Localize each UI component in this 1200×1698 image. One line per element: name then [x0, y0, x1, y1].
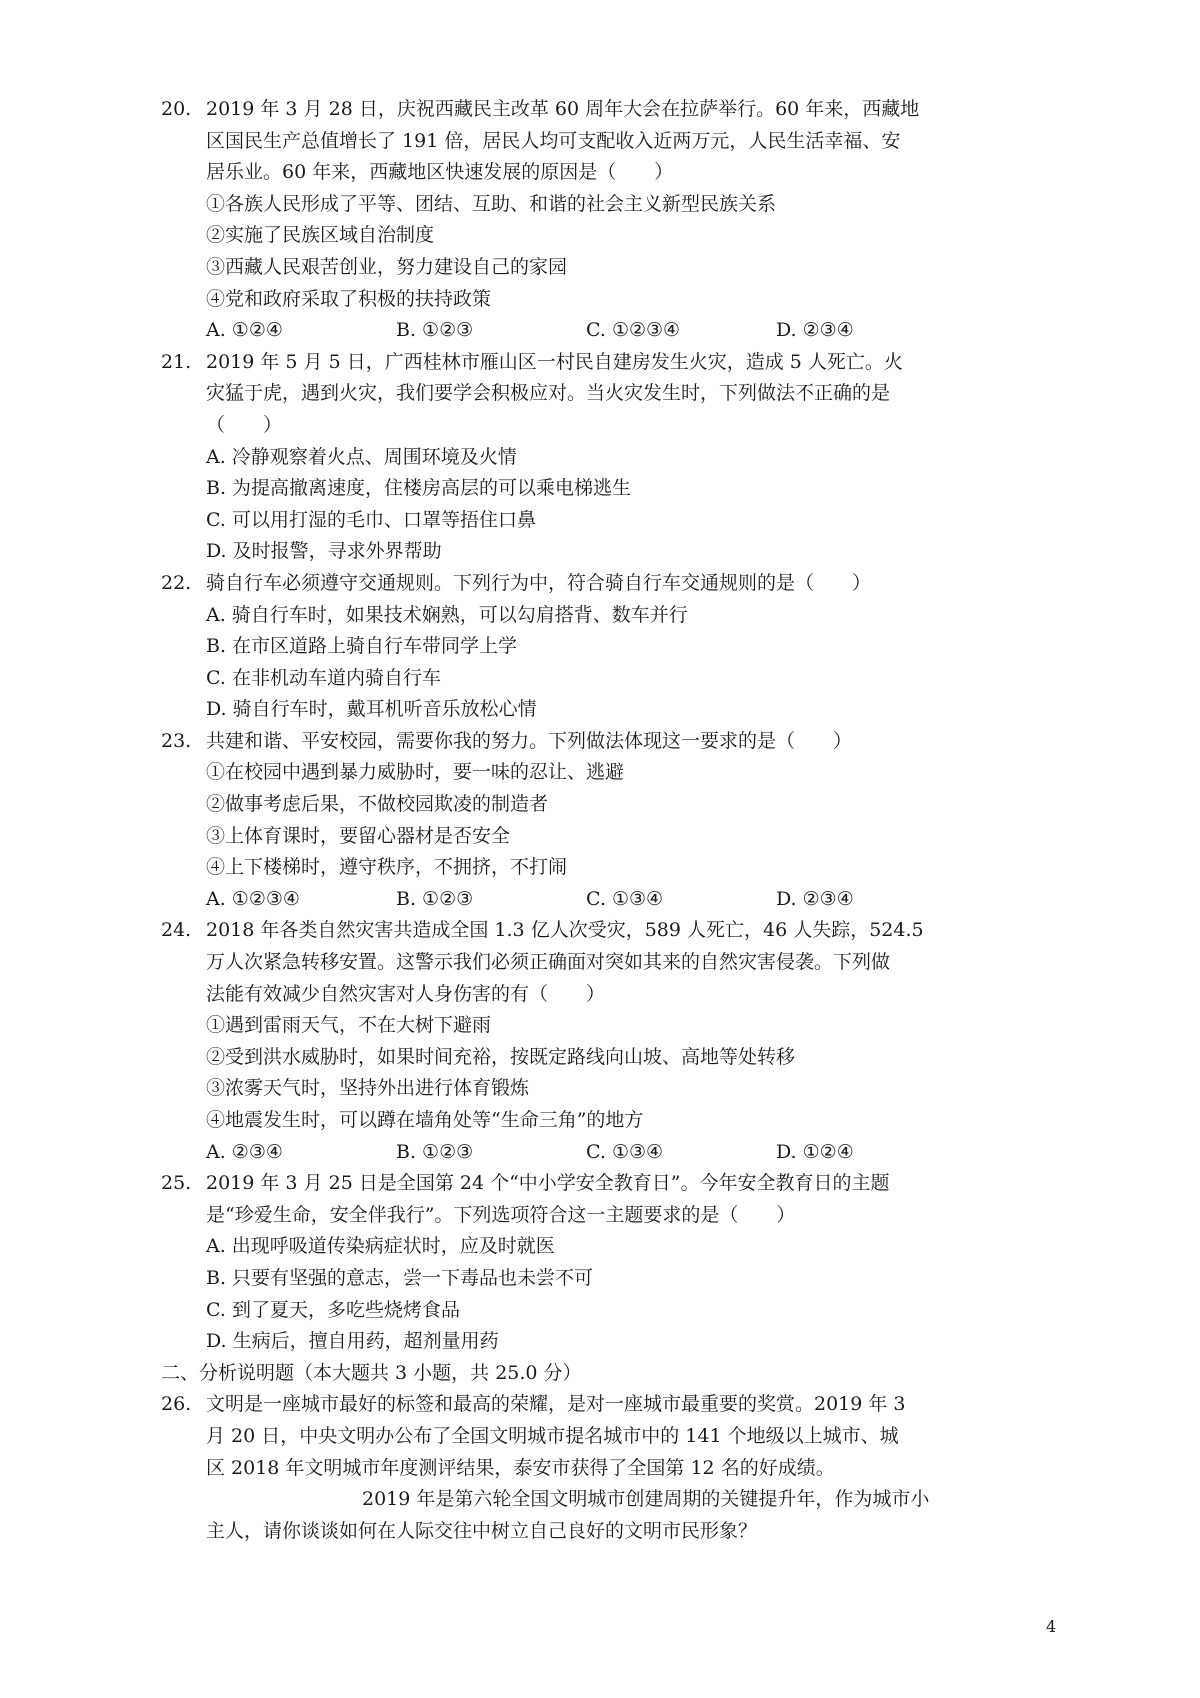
stem-text: 2019 年 3 月 25 日是全国第 24 个“中小学安全教育日”。今年安全教育日的主题 [206, 1172, 890, 1195]
option-c: C. ①②③④ [586, 319, 681, 342]
question-23 [161, 726, 1016, 916]
statement-item: ②受到洪水威胁时，如果时间充裕，按既定路线向山坡、高地等处转移 [206, 1045, 796, 1068]
option-d: D. ②③④ [776, 887, 854, 910]
option-b: B. ①②③ [396, 319, 474, 342]
stem-text: 文明是一座城市最好的标签和最高的荣耀，是对一座城市最重要的奖赏。2019 年 3 [206, 1393, 906, 1416]
option-c: C. ①③④ [586, 887, 664, 910]
option-a: A. ①②③④ [206, 887, 300, 910]
question-stem-line: 区国民生产总值增长了 191 倍，居民人均可支配收入近两万元，人民生活幸福、安 [206, 129, 901, 152]
question-stem-line [161, 568, 1016, 600]
question-number: 26. [161, 1393, 192, 1416]
statement-item: ①遇到雷雨天气，不在大树下避雨 [206, 1014, 492, 1037]
statement-item: ③西藏人民艰苦创业，努力建设自己的家园 [206, 255, 568, 278]
question-26 [161, 1389, 1016, 1547]
question-stem-line [161, 1389, 1016, 1421]
option-b: B. ①②③ [396, 887, 474, 910]
question-stem-line [161, 726, 1016, 758]
question-stem-line [161, 94, 1016, 126]
option-d: D. ①②④ [776, 1140, 854, 1163]
question-24 [161, 915, 1016, 1168]
question-number: 22. [161, 571, 192, 594]
answer-options [206, 315, 1016, 347]
stem-text: 共建和谐、平安校园，需要你我的努力。下列做法体现这一要求的是（ ） [206, 729, 853, 752]
question-number: 24. [161, 919, 192, 942]
question-stem-line: 区 2018 年文明城市年度测评结果，泰安市获得了全国第 12 名的好成绩。 [206, 1456, 835, 1479]
stem-text: 2019 年 3 月 28 日，庆祝西藏民主改革 60 周年大会在拉萨举行。60 年来，西藏地 [206, 98, 920, 120]
option-b: B. ①②③ [396, 1140, 474, 1163]
option-a: A. 冷静观察着火点、周围环境及火情 [206, 445, 517, 468]
question-25 [161, 1168, 1016, 1358]
statement-item: ④上下楼梯时，遵守秩序，不拥挤，不打闹 [206, 856, 568, 879]
question-stem-line [161, 347, 1016, 379]
stem-text: 2019 年 5 月 5 日，广西桂林市雁山区一村民自建房发生火灾，造成 5 人死亡。火 [206, 350, 903, 373]
question-stem-line: 是“珍爱生命，安全伴我行”。下列选项符合这一主题要求的是（ ） [206, 1203, 796, 1226]
question-number: 21. [161, 350, 192, 373]
question-prompt-line: 2019 年是第六轮全国文明城市创建周期的关键提升年，作为城市小 [362, 1488, 930, 1511]
question-stem-line: 灾猛于虎，遇到火灾，我们要学会积极应对。当火灾发生时，下列做法不正确的是 [206, 382, 891, 405]
statement-item: ②实施了民族区域自治制度 [206, 224, 435, 247]
page-number: 4 [1046, 1617, 1057, 1636]
question-stem-line [161, 915, 1016, 947]
stem-text: 骑自行车必须遵守交通规则。下列行为中，符合骑自行车交通规则的是（ ） [206, 571, 872, 594]
option-d: D. ②③④ [776, 319, 854, 342]
option-d: D. 骑自行车时，戴耳机听音乐放松心情 [206, 698, 537, 721]
statement-item: ③浓雾天气时，坚持外出进行体育锻炼 [206, 1077, 530, 1100]
option-a: A. ①②④ [206, 319, 283, 342]
page-content [161, 94, 1016, 1547]
option-b: B. 在市区道路上骑自行车带同学上学 [206, 635, 518, 658]
statement-item: ④党和政府采取了积极的扶持政策 [206, 287, 492, 310]
statement-item: ①在校园中遇到暴力威胁时，要一味的忍让、逃避 [206, 761, 625, 784]
option-c: C. 可以用打湿的毛巾、口罩等捂住口鼻 [206, 508, 536, 531]
question-number: 20. [161, 98, 192, 120]
question-prompt-line: 主人，请你谈谈如何在人际交往中树立自己良好的文明市民形象？ [206, 1519, 758, 1542]
option-d: D. 生病后，擅自用药，超剂量用药 [206, 1330, 499, 1353]
answer-options [206, 1137, 1016, 1169]
statement-item: ①各族人民形成了平等、团结、互助、和谐的社会主义新型民族关系 [206, 192, 777, 215]
question-number: 25. [161, 1172, 192, 1195]
question-20 [161, 94, 1016, 347]
option-d: D. 及时报警，寻求外界帮助 [206, 540, 442, 563]
question-stem-line: 月 20 日，中央文明办公布了全国文明城市提名城市中的 141 个地级以上城市、城 [206, 1424, 899, 1447]
statement-item: ②做事考虑后果，不做校园欺凌的制造者 [206, 793, 549, 816]
section-heading: 二、分析说明题（本大题共 3 小题，共 25.0 分） [161, 1361, 582, 1384]
answer-options [206, 884, 1016, 916]
option-c: C. 到了夏天，多吃些烧烤食品 [206, 1298, 460, 1321]
option-b: B. 为提高撤离速度，住楼房高层的可以乘电梯逃生 [206, 477, 632, 500]
question-stem-line: 法能有效减少自然灾害对人身伤害的有（ ） [206, 982, 606, 1005]
statement-item: ③上体育课时，要留心器材是否安全 [206, 824, 511, 847]
option-a: A. ②③④ [206, 1140, 283, 1163]
option-c: C. ①③④ [586, 1140, 664, 1163]
statement-item: ④地震发生时，可以蹲在墙角处等“生命三角”的地方 [206, 1109, 644, 1131]
question-stem-line [161, 1168, 1016, 1200]
question-stem-line: （ ） [206, 413, 283, 436]
option-a: A. 骑自行车时，如果技术娴熟，可以勾肩搭背、数车并行 [206, 603, 688, 626]
question-number: 23. [161, 729, 192, 752]
option-c: C. 在非机动车道内骑自行车 [206, 666, 441, 689]
stem-text: 2018 年各类自然灾害共造成全国 1.3 亿人次受灾，589 人死亡，46 人失踪，524.5 [206, 919, 924, 942]
option-a: A. 出现呼吸道传染病症状时，应及时就医 [206, 1235, 555, 1258]
option-b: B. 只要有坚强的意志，尝一下毒品也未尝不可 [206, 1266, 594, 1289]
question-stem-line: 万人次紧急转移安置。这警示我们必须正确面对突如其来的自然灾害侵袭。下列做 [206, 951, 891, 974]
question-21 [161, 347, 1016, 568]
question-stem-line: 居乐业。60 年来，西藏地区快速发展的原因是（ ） [206, 161, 674, 184]
question-22 [161, 568, 1016, 726]
